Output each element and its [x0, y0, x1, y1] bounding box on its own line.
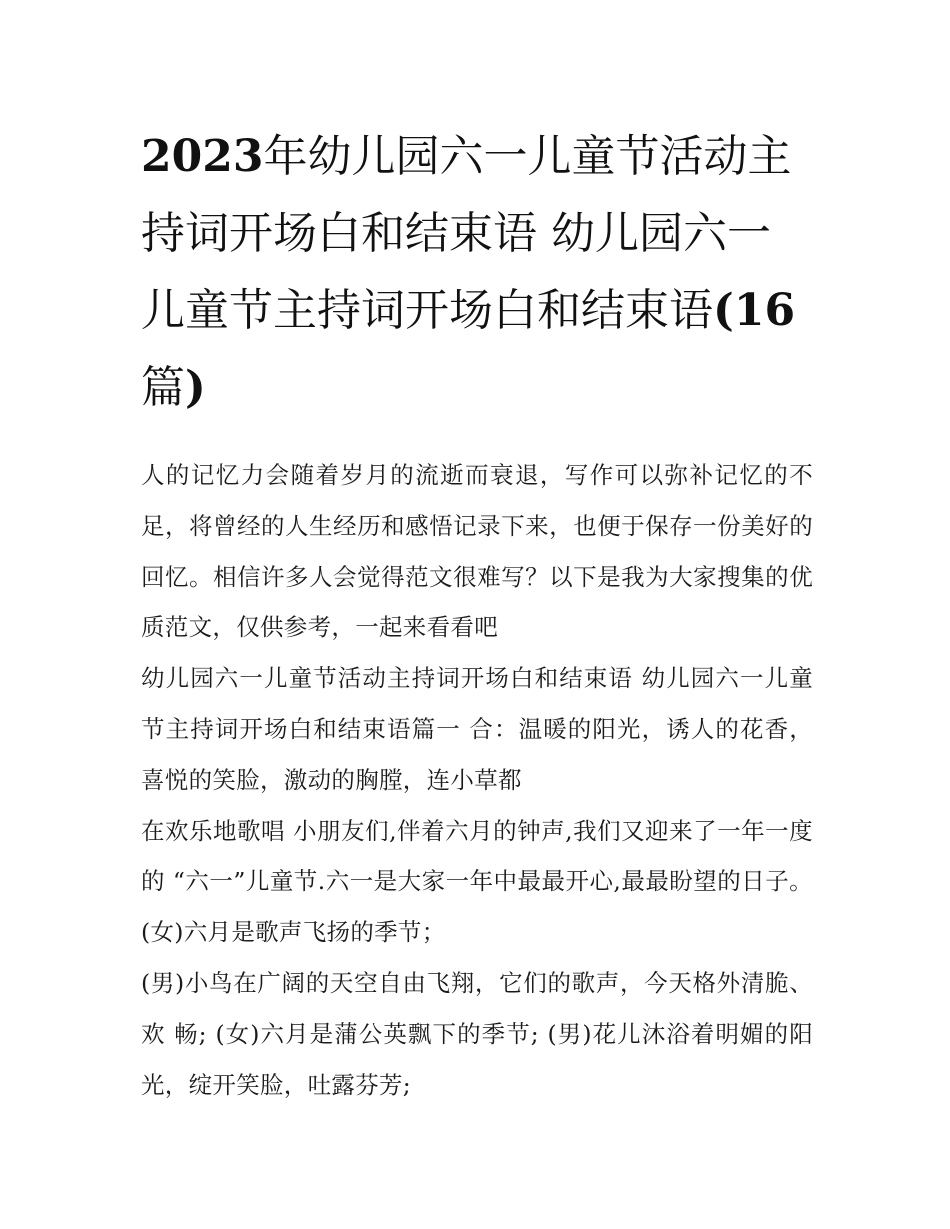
- paragraph-dialogue: (男)小鸟在广阔的天空自由飞翔，它们的歌声，今天格外清脆、欢 畅; (女)六月是蒲公英飘下的季节; (男)花儿沐浴着明媚的阳光，绽开笑脸，吐露芬芳;: [141, 968, 813, 1099]
- paragraph-opening-speech: 在欢乐地歌唱 小朋友们,伴着六月的钟声,我们又迎来了一年一度的 “六一”儿童节.六一是大家一年中最最开心,最最盼望的日子。 (女)六月是歌声飞扬的季节；: [141, 816, 813, 947]
- paragraph-heading-opening: 幼儿园六一儿童节活动主持词开场白和结束语 幼儿园六一儿童节主持词开场白和结束语篇一 合：温暖的阳光，诱人的花香，喜悦的笑脸，激动的胸膛，连小草都: [141, 664, 813, 794]
- paragraph-intro: 人的记忆力会随着岁月的流逝而衰退，写作可以弥补记忆的不足，将曾经的人生经历和感悟记录下来，也便于保存一份美好的回忆。相信许多人会觉得范文很难写？以下是我为大家搜集的优质范文，仅供参考，一起来看看吧: [141, 461, 813, 642]
- document-page: [141, 118, 813, 1110]
- document-title: 2023年幼儿园六一儿童节活动主持词开场白和结束语 幼儿园六一儿童节主持词开场白和结束语(16篇): [141, 131, 796, 413]
- document-body: [141, 450, 813, 1110]
